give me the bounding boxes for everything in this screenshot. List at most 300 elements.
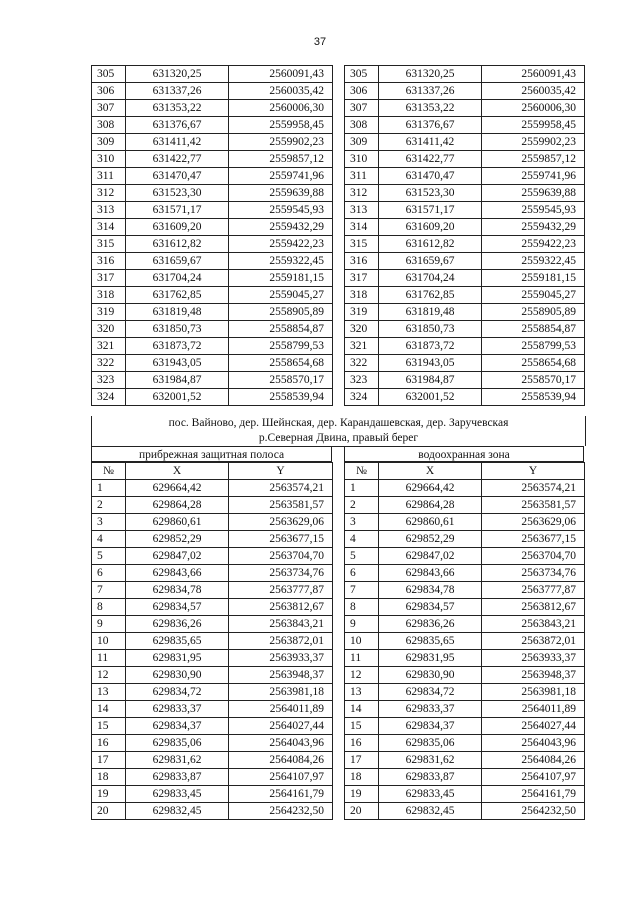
x-coordinate: 631571,17	[379, 202, 482, 219]
y-coordinate: 2559958,45	[229, 117, 333, 134]
table-row	[345, 236, 585, 253]
y-coordinate: 2559857,12	[482, 151, 585, 168]
table-row	[345, 701, 585, 718]
header-x: X	[126, 463, 229, 480]
table-row	[345, 582, 585, 599]
table-row	[92, 701, 333, 718]
y-coordinate: 2560006,30	[482, 100, 585, 117]
table-row	[92, 786, 333, 803]
page-number: 37	[313, 36, 327, 48]
x-coordinate: 631353,22	[379, 100, 482, 117]
x-coordinate: 631470,47	[379, 168, 482, 185]
x-coordinate: 629834,57	[126, 599, 229, 616]
point-number: 17	[92, 752, 126, 769]
x-coordinate: 629852,29	[379, 531, 482, 548]
point-number: 9	[345, 616, 379, 633]
point-number: 10	[345, 633, 379, 650]
y-coordinate: 2560091,43	[229, 66, 333, 83]
point-number: 311	[92, 168, 126, 185]
x-coordinate: 631612,82	[379, 236, 482, 253]
y-coordinate: 2563704,70	[482, 548, 585, 565]
x-coordinate: 629831,62	[126, 752, 229, 769]
table-row	[345, 253, 585, 270]
x-coordinate: 631337,26	[379, 83, 482, 100]
table-row	[92, 667, 333, 684]
x-coordinate: 631873,72	[379, 338, 482, 355]
x-coordinate: 631337,26	[126, 83, 229, 100]
table-row	[92, 616, 333, 633]
point-number: 310	[92, 151, 126, 168]
header-x: X	[379, 463, 482, 480]
y-coordinate: 2563981,18	[229, 684, 333, 701]
y-coordinate: 2564027,44	[229, 718, 333, 735]
y-coordinate: 2564161,79	[482, 786, 585, 803]
y-coordinate: 2563843,21	[229, 616, 333, 633]
point-number: 316	[92, 253, 126, 270]
y-coordinate: 2558570,17	[229, 372, 333, 389]
point-number: 320	[345, 321, 379, 338]
y-coordinate: 2563872,01	[229, 633, 333, 650]
point-number: 15	[92, 718, 126, 735]
table-row	[92, 338, 333, 355]
point-number: 2	[345, 497, 379, 514]
point-number: 18	[92, 769, 126, 786]
y-coordinate: 2563574,21	[229, 480, 333, 497]
x-coordinate: 631762,85	[379, 287, 482, 304]
x-coordinate: 631943,05	[379, 355, 482, 372]
y-coordinate: 2559639,88	[229, 185, 333, 202]
header-number: №	[92, 463, 126, 480]
point-number: 306	[345, 83, 379, 100]
point-number: 5	[92, 548, 126, 565]
x-coordinate: 631612,82	[126, 236, 229, 253]
y-coordinate: 2563629,06	[482, 514, 585, 531]
table-row	[345, 321, 585, 338]
point-number: 308	[345, 117, 379, 134]
point-number: 6	[345, 565, 379, 582]
x-coordinate: 629830,90	[126, 667, 229, 684]
point-number: 314	[345, 219, 379, 236]
table-row	[345, 650, 585, 667]
table-row	[345, 531, 585, 548]
x-coordinate: 629843,66	[379, 565, 482, 582]
x-coordinate: 629834,78	[379, 582, 482, 599]
coordinates-table-top-left	[91, 65, 333, 406]
table-row	[92, 355, 333, 372]
table-row	[345, 803, 585, 820]
x-coordinate: 631320,25	[126, 66, 229, 83]
table-row	[92, 202, 333, 219]
x-coordinate: 629860,61	[126, 514, 229, 531]
table-row	[345, 786, 585, 803]
y-coordinate: 2564043,96	[482, 735, 585, 752]
table-row	[345, 599, 585, 616]
x-coordinate: 629834,78	[126, 582, 229, 599]
table-row	[92, 582, 333, 599]
x-coordinate: 629833,37	[126, 701, 229, 718]
table-row	[345, 735, 585, 752]
table-row	[92, 718, 333, 735]
point-number: 4	[92, 531, 126, 548]
point-number: 313	[345, 202, 379, 219]
table-row	[345, 304, 585, 321]
y-coordinate: 2560035,42	[229, 83, 333, 100]
x-coordinate: 629833,45	[126, 786, 229, 803]
table-row	[92, 769, 333, 786]
table-row	[92, 531, 333, 548]
y-coordinate: 2564232,50	[229, 803, 333, 820]
y-coordinate: 2563843,21	[482, 616, 585, 633]
table-header-row	[345, 463, 585, 480]
point-number: 1	[345, 480, 379, 497]
point-number: 10	[92, 633, 126, 650]
y-coordinate: 2563704,70	[229, 548, 333, 565]
table-row	[345, 616, 585, 633]
x-coordinate: 631762,85	[126, 287, 229, 304]
coordinates-table-top-right	[344, 65, 585, 406]
x-coordinate: 631704,24	[379, 270, 482, 287]
coordinates-table-bottom-left	[91, 462, 333, 820]
y-coordinate: 2558854,87	[482, 321, 585, 338]
table-row	[92, 389, 333, 406]
table-row	[92, 803, 333, 820]
x-coordinate: 629864,28	[126, 497, 229, 514]
point-number: 312	[345, 185, 379, 202]
y-coordinate: 2563948,37	[229, 667, 333, 684]
x-coordinate: 631353,22	[126, 100, 229, 117]
point-number: 15	[345, 718, 379, 735]
x-coordinate: 631422,77	[379, 151, 482, 168]
point-number: 14	[92, 701, 126, 718]
point-number: 310	[345, 151, 379, 168]
point-number: 8	[345, 599, 379, 616]
y-coordinate: 2563948,37	[482, 667, 585, 684]
y-coordinate: 2564084,26	[229, 752, 333, 769]
x-coordinate: 629831,95	[126, 650, 229, 667]
x-coordinate: 631376,67	[126, 117, 229, 134]
header-y: Y	[229, 463, 333, 480]
point-number: 322	[92, 355, 126, 372]
x-coordinate: 629834,37	[379, 718, 482, 735]
y-coordinate: 2563981,18	[482, 684, 585, 701]
point-number: 4	[345, 531, 379, 548]
x-coordinate: 631411,42	[379, 134, 482, 151]
table-row	[92, 304, 333, 321]
point-number: 321	[345, 338, 379, 355]
y-coordinate: 2559322,45	[482, 253, 585, 270]
x-coordinate: 631850,73	[126, 321, 229, 338]
x-coordinate: 629852,29	[126, 531, 229, 548]
point-number: 307	[345, 100, 379, 117]
coordinates-table-bottom-right	[344, 462, 585, 820]
point-number: 313	[92, 202, 126, 219]
point-number: 322	[345, 355, 379, 372]
table-row	[92, 219, 333, 236]
y-coordinate: 2559958,45	[482, 117, 585, 134]
y-coordinate: 2559545,93	[229, 202, 333, 219]
table-row	[92, 151, 333, 168]
table-row	[345, 480, 585, 497]
x-coordinate: 631376,67	[379, 117, 482, 134]
y-coordinate: 2559181,15	[229, 270, 333, 287]
y-coordinate: 2558905,89	[229, 304, 333, 321]
y-coordinate: 2559045,27	[229, 287, 333, 304]
y-coordinate: 2564043,96	[229, 735, 333, 752]
y-coordinate: 2559857,12	[229, 151, 333, 168]
table-row	[92, 270, 333, 287]
x-coordinate: 629664,42	[379, 480, 482, 497]
y-coordinate: 2559045,27	[482, 287, 585, 304]
table-row	[92, 599, 333, 616]
x-coordinate: 629832,45	[126, 803, 229, 820]
x-coordinate: 629847,02	[379, 548, 482, 565]
y-coordinate: 2563933,37	[482, 650, 585, 667]
y-coordinate: 2563581,57	[229, 497, 333, 514]
table-row	[92, 117, 333, 134]
point-number: 315	[345, 236, 379, 253]
point-number: 11	[92, 650, 126, 667]
y-coordinate: 2558799,53	[229, 338, 333, 355]
x-coordinate: 631850,73	[379, 321, 482, 338]
section-title-line-1: пос. Вайново, дер. Шейнская, дер. Карандашевская, дер. Заручевская	[168, 417, 509, 429]
x-coordinate: 629860,61	[379, 514, 482, 531]
y-coordinate: 2564011,89	[482, 701, 585, 718]
table-row	[345, 718, 585, 735]
y-coordinate: 2563734,76	[229, 565, 333, 582]
table-row	[345, 565, 585, 582]
point-number: 319	[92, 304, 126, 321]
x-coordinate: 631659,67	[379, 253, 482, 270]
x-coordinate: 631609,20	[379, 219, 482, 236]
table-row	[345, 202, 585, 219]
point-number: 320	[92, 321, 126, 338]
table-row	[92, 287, 333, 304]
x-coordinate: 629834,37	[126, 718, 229, 735]
x-coordinate: 632001,52	[126, 389, 229, 406]
x-coordinate: 629833,37	[379, 701, 482, 718]
y-coordinate: 2559432,29	[229, 219, 333, 236]
x-coordinate: 629833,87	[126, 769, 229, 786]
y-coordinate: 2563812,67	[482, 599, 585, 616]
x-coordinate: 631470,47	[126, 168, 229, 185]
x-coordinate: 631659,67	[126, 253, 229, 270]
point-number: 19	[345, 786, 379, 803]
y-coordinate: 2563677,15	[229, 531, 333, 548]
x-coordinate: 631704,24	[126, 270, 229, 287]
x-coordinate: 629834,57	[379, 599, 482, 616]
point-number: 317	[92, 270, 126, 287]
point-number: 314	[92, 219, 126, 236]
y-coordinate: 2559741,96	[482, 168, 585, 185]
y-coordinate: 2559181,15	[482, 270, 585, 287]
point-number: 2	[92, 497, 126, 514]
y-coordinate: 2559422,23	[229, 236, 333, 253]
point-number: 309	[345, 134, 379, 151]
point-number: 311	[345, 168, 379, 185]
table-row	[345, 151, 585, 168]
table-row	[345, 633, 585, 650]
table-row	[345, 355, 585, 372]
table-header-row	[92, 463, 333, 480]
table-row	[345, 667, 585, 684]
point-number: 7	[345, 582, 379, 599]
point-number: 12	[92, 667, 126, 684]
y-coordinate: 2563872,01	[482, 633, 585, 650]
table-row	[345, 100, 585, 117]
x-coordinate: 629836,26	[379, 616, 482, 633]
y-coordinate: 2559902,23	[229, 134, 333, 151]
x-coordinate: 629864,28	[379, 497, 482, 514]
y-coordinate: 2563812,67	[229, 599, 333, 616]
y-coordinate: 2563734,76	[482, 565, 585, 582]
y-coordinate: 2563677,15	[482, 531, 585, 548]
x-coordinate: 631320,25	[379, 66, 482, 83]
x-coordinate: 629843,66	[126, 565, 229, 582]
x-coordinate: 631943,05	[126, 355, 229, 372]
header-y: Y	[482, 463, 585, 480]
table-row	[92, 134, 333, 151]
y-coordinate: 2564027,44	[482, 718, 585, 735]
point-number: 306	[92, 83, 126, 100]
header-number: №	[345, 463, 379, 480]
point-number: 323	[92, 372, 126, 389]
point-number: 309	[92, 134, 126, 151]
table-row	[92, 752, 333, 769]
x-coordinate: 632001,52	[379, 389, 482, 406]
table-row	[92, 100, 333, 117]
y-coordinate: 2559422,23	[482, 236, 585, 253]
y-coordinate: 2559741,96	[229, 168, 333, 185]
table-row	[345, 514, 585, 531]
table-row	[345, 752, 585, 769]
table-row	[92, 548, 333, 565]
y-coordinate: 2558654,68	[482, 355, 585, 372]
x-coordinate: 629831,62	[379, 752, 482, 769]
y-coordinate: 2560006,30	[229, 100, 333, 117]
table-row	[345, 548, 585, 565]
table-row	[345, 185, 585, 202]
table-row	[92, 497, 333, 514]
point-number: 318	[345, 287, 379, 304]
point-number: 16	[92, 735, 126, 752]
x-coordinate: 631984,87	[379, 372, 482, 389]
y-coordinate: 2558854,87	[229, 321, 333, 338]
x-coordinate: 631523,30	[126, 185, 229, 202]
table-row	[345, 117, 585, 134]
y-coordinate: 2560091,43	[482, 66, 585, 83]
table-row	[92, 565, 333, 582]
point-number: 9	[92, 616, 126, 633]
table-row	[92, 735, 333, 752]
y-coordinate: 2563574,21	[482, 480, 585, 497]
point-number: 16	[345, 735, 379, 752]
point-number: 324	[92, 389, 126, 406]
point-number: 3	[345, 514, 379, 531]
point-number: 12	[345, 667, 379, 684]
y-coordinate: 2564011,89	[229, 701, 333, 718]
zone-label-coastal-protection-strip: прибрежная защитная полоса	[91, 446, 332, 462]
x-coordinate: 629830,90	[379, 667, 482, 684]
table-row	[92, 633, 333, 650]
x-coordinate: 629835,65	[379, 633, 482, 650]
table-row	[92, 321, 333, 338]
point-number: 305	[345, 66, 379, 83]
point-number: 317	[345, 270, 379, 287]
point-number: 307	[92, 100, 126, 117]
point-number: 7	[92, 582, 126, 599]
table-row	[92, 66, 333, 83]
y-coordinate: 2564084,26	[482, 752, 585, 769]
table-row	[345, 684, 585, 701]
table-row	[92, 372, 333, 389]
x-coordinate: 629831,95	[379, 650, 482, 667]
table-row	[345, 219, 585, 236]
section-title	[91, 416, 586, 446]
table-row	[92, 684, 333, 701]
point-number: 321	[92, 338, 126, 355]
point-number: 308	[92, 117, 126, 134]
y-coordinate: 2558905,89	[482, 304, 585, 321]
y-coordinate: 2559545,93	[482, 202, 585, 219]
divider	[332, 446, 344, 462]
table-row	[345, 389, 585, 406]
y-coordinate: 2564232,50	[482, 803, 585, 820]
y-coordinate: 2558539,94	[482, 389, 585, 406]
y-coordinate: 2558570,17	[482, 372, 585, 389]
x-coordinate: 631422,77	[126, 151, 229, 168]
x-coordinate: 631571,17	[126, 202, 229, 219]
y-coordinate: 2563581,57	[482, 497, 585, 514]
x-coordinate: 629836,26	[126, 616, 229, 633]
table-row	[92, 83, 333, 100]
point-number: 13	[92, 684, 126, 701]
table-row	[345, 497, 585, 514]
point-number: 13	[345, 684, 379, 701]
table-row	[345, 168, 585, 185]
section-title-line-2: р.Северная Двина, правый берег	[258, 432, 419, 444]
point-number: 17	[345, 752, 379, 769]
point-number: 6	[92, 565, 126, 582]
y-coordinate: 2564107,97	[482, 769, 585, 786]
x-coordinate: 629834,72	[126, 684, 229, 701]
y-coordinate: 2558654,68	[229, 355, 333, 372]
point-number: 18	[345, 769, 379, 786]
table-row	[345, 769, 585, 786]
point-number: 5	[345, 548, 379, 565]
x-coordinate: 629834,72	[379, 684, 482, 701]
y-coordinate: 2559432,29	[482, 219, 585, 236]
point-number: 20	[92, 803, 126, 820]
table-row	[345, 270, 585, 287]
point-number: 14	[345, 701, 379, 718]
y-coordinate: 2560035,42	[482, 83, 585, 100]
point-number: 19	[92, 786, 126, 803]
y-coordinate: 2559902,23	[482, 134, 585, 151]
x-coordinate: 629664,42	[126, 480, 229, 497]
y-coordinate: 2558539,94	[229, 389, 333, 406]
y-coordinate: 2563629,06	[229, 514, 333, 531]
point-number: 318	[92, 287, 126, 304]
y-coordinate: 2558799,53	[482, 338, 585, 355]
table-row	[345, 372, 585, 389]
point-number: 1	[92, 480, 126, 497]
x-coordinate: 629833,87	[379, 769, 482, 786]
x-coordinate: 631819,48	[126, 304, 229, 321]
point-number: 315	[92, 236, 126, 253]
y-coordinate: 2564161,79	[229, 786, 333, 803]
y-coordinate: 2563777,87	[229, 582, 333, 599]
point-number: 11	[345, 650, 379, 667]
